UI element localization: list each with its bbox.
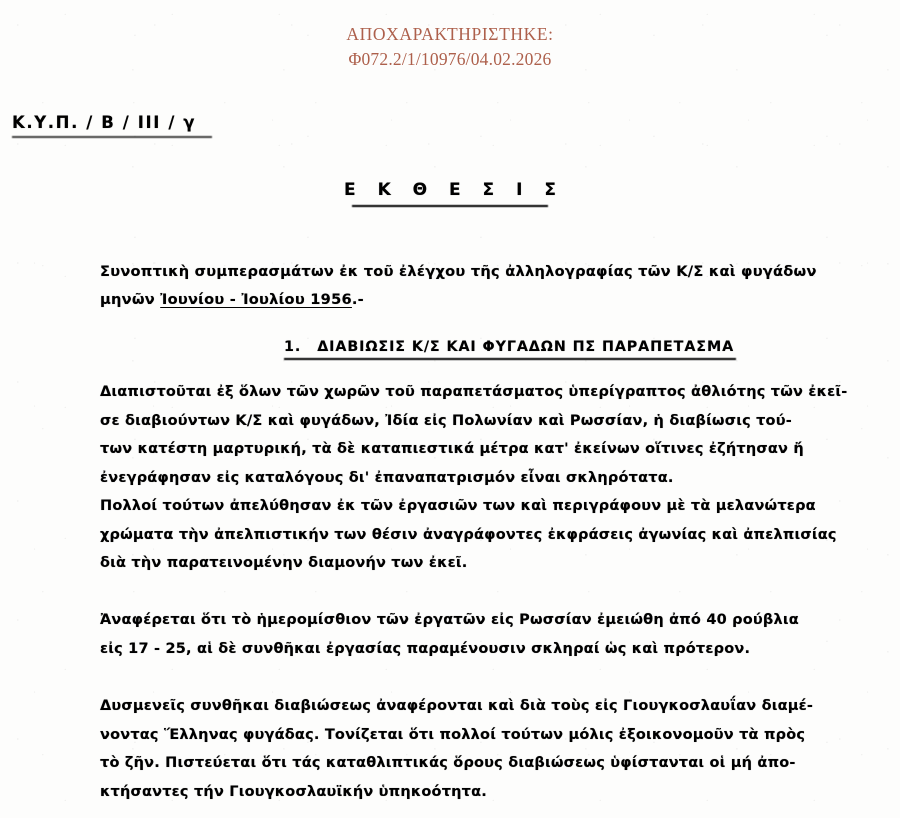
paragraph-line: τὸ ζῆν. Πιστεύεται ὅτι τάς καταθλιπτικάς ὅρους διαβιώσεως ὑφίστανται οἱ μή ἀπο- [100, 755, 796, 771]
paragraph-line: εἰς 17 - 25, αἱ δὲ συνθῆκαι ἐργασίας παραμένουσιν σκληραί ὡς καὶ πρότερον. [100, 640, 751, 657]
subtitle-period-prefix: μηνῶν [100, 291, 161, 308]
document-title-text: Ε Κ Θ Ε Σ Ι Σ [344, 180, 564, 200]
document-title [0, 180, 900, 207]
paragraph-line: Διαπιστοῦται ἐξ ὅλων τῶν χωρῶν τοῦ παραπετάσματος ὑπερίγραπτος ἀθλιότης τῶν ἐκεῖ- [100, 384, 848, 400]
declassification-stamp [0, 22, 900, 72]
document-title-underline [352, 205, 548, 207]
subtitle-period-suffix: .- [351, 291, 364, 308]
paragraph-line: Πολλοί τούτων ἀπελύθησαν ἐκ τῶν ἐργασιῶν των καὶ περιγράφουν μὲ τὰ μελανώτερα [100, 498, 816, 514]
paragraph-line: χρώματα τὴν ἀπελπιστικήν των θέσιν ἀναγράφοντες ἐκφράσεις ἀγωνίας καὶ ἀπελπισίας [100, 526, 837, 543]
subtitle-line-1: Συνοπτικὴ συμπερασμάτων ἐκ τοῦ ἐλέγχου τῆς ἀλληλογραφίας τῶν Κ/Σ καὶ φυγάδων [100, 263, 817, 280]
section-number: 1. [284, 339, 302, 355]
paragraph-block [100, 692, 860, 806]
section-heading [284, 339, 736, 360]
section-title: ΔΙΑΒΙΩΣΙΣ Κ/Σ ΚΑΙ ΦΥΓΑΔΩΝ ΠΣ ΠΑΡΑΠΕΤΑΣΜΑ [317, 339, 735, 355]
paragraph-line: Ἀναφέρεται ὅτι τὸ ἡμερομίσθιον τῶν ἐργατῶν εἰς Ρωσσίαν ἐμειώθη ἀπό 40 ρούβλια [100, 612, 799, 628]
subtitle-line-2 [100, 286, 840, 314]
document-subtitle [100, 258, 840, 314]
paragraph-line: νοντας Ἕλληνας φυγάδας. Τονίζεται ὅτι πολλοί τούτων μόλις ἐξοικονομοῦν τὰ πρὸς [100, 726, 806, 743]
paragraph-block [100, 378, 860, 492]
subtitle-period-range: Ἰουνίου - Ἰουλίου 1956 [160, 291, 352, 308]
archival-reference-underline [12, 136, 212, 138]
archival-reference-code-text: Κ.Υ.Π. / Β / ΙΙΙ / γ [12, 113, 197, 132]
paragraph-block [100, 492, 860, 578]
paragraph-block [100, 606, 860, 663]
paragraph-line: σε διαβιούντων Κ/Σ καὶ φυγάδων, Ἰδία εἰς Πολωνίαν καὶ Ρωσσίαν, ἡ διαβίωσις τού- [100, 412, 792, 429]
declassification-reference: Φ072.2/1/10976/04.02.2026 [348, 49, 552, 69]
section-heading-underline [284, 358, 736, 360]
archival-reference-code [12, 113, 212, 138]
paragraph-line: ἐνεγράφησαν εἰς καταλόγους δι' ἐπαναπατρισμόν εἶναι σκληρότατα. [100, 469, 674, 486]
paragraph-line: κτήσαντες τήν Γιουγκοσλαυϊκήν ὑπηκοότητα. [100, 783, 487, 800]
paragraph-line: Δυσμενεῖς συνθῆκαι διαβιώσεως ἀναφέρονται καὶ διὰ τοὺς εἰς Γιουγκοσλαυΐαν διαμέ- [100, 698, 814, 714]
paragraph-line: των κατέστη μαρτυρική, τὰ δὲ καταπιεστικά μέτρα κατ' ἐκείνων οἵτινες ἐζήτησαν ἤ [100, 441, 804, 457]
declassification-label: ΑΠΟΧΑΡΑΚΤΗΡΙΣΤΗΚΕ: [346, 24, 554, 44]
paragraph-line: διὰ τὴν παρατεινομένην διαμονήν των ἐκεῖ. [100, 555, 468, 571]
